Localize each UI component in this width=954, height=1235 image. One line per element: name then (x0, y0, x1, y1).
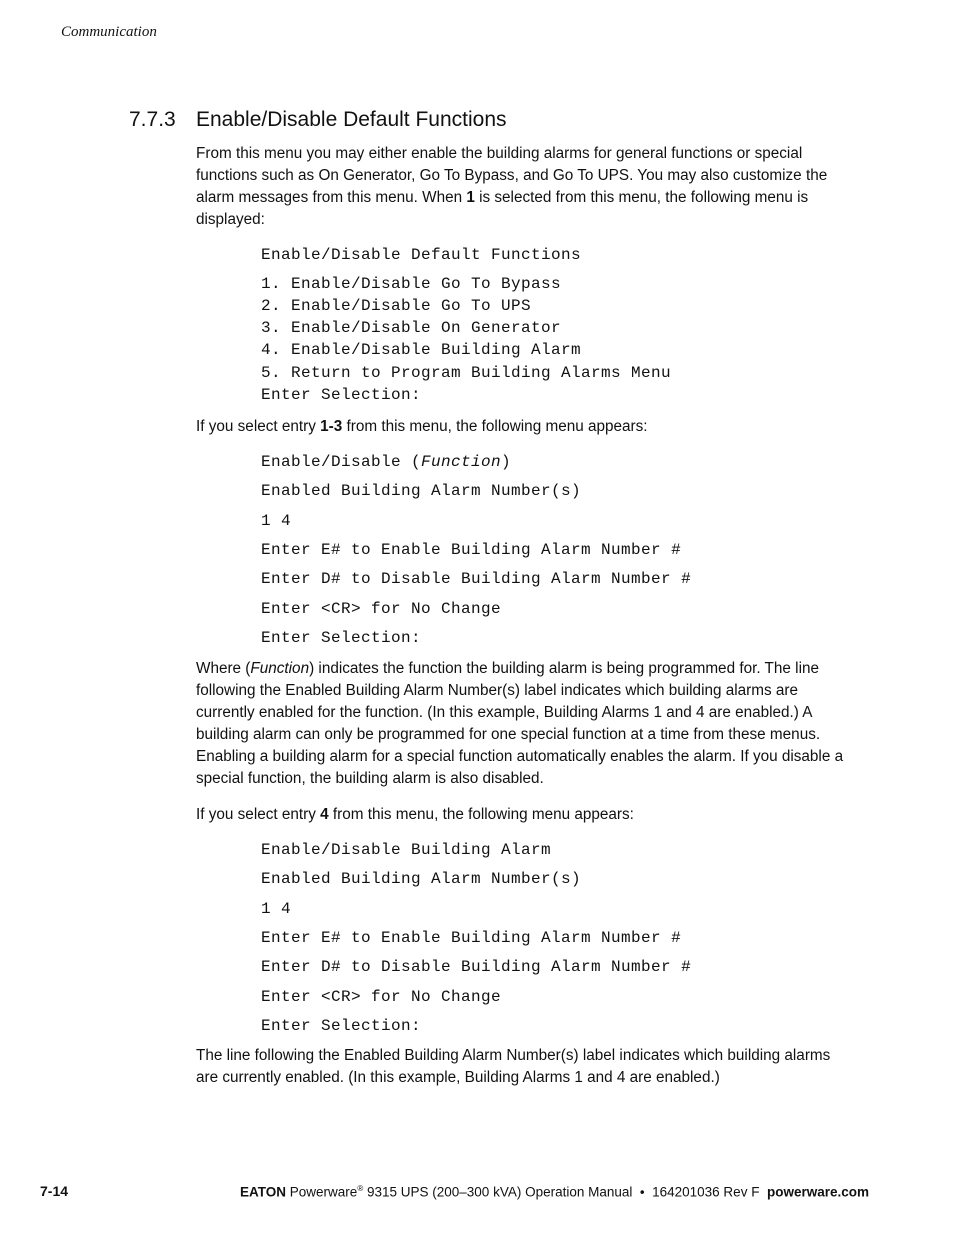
menu-line: Enter E# to Enable Building Alarm Number # (261, 929, 682, 947)
footer-brand: EATON (240, 1184, 287, 1200)
section-number: 7.7.3 (129, 108, 176, 131)
intro-paragraph (196, 143, 846, 231)
p2-text-end: from this menu, the following menu appears: (342, 418, 648, 435)
paragraph-select-4 (196, 804, 846, 826)
menu-title: Enable/Disable Default Functions (261, 246, 582, 264)
section-heading (129, 108, 507, 132)
page-number: 7-14 (40, 1183, 69, 1199)
p3-italic: Function (250, 660, 310, 677)
running-head: Communication (61, 24, 157, 40)
menu-title-italic: Function (421, 453, 502, 471)
intro-text: From this menu you may either enable the building alarms for general functions or special functions such as On Generator, Go To Bypass, and Go To UPS. You may also customize the alarm messages from this menu. When (196, 145, 828, 206)
p3-text-end: ) indicates the function the building alarm is being programmed for. The line following the Enabled Building Alarm Number(s) label indicates which building alarms are currently enabled for the function. (In this example, Building Alarms 1 and 4 are enabled.) A building alarm can only be programmed for one special function at a time from these menus. Enabling a building alarm for a special function automatically enables the alarm. If you disable a special function, the building alarm is also disabled. (196, 660, 844, 787)
paragraph-function-explanation (196, 658, 846, 790)
menu-item: 4. Enable/Disable Building Alarm (261, 341, 582, 359)
p2-bold: 1-3 (320, 418, 343, 435)
p4-text-end: from this menu, the following menu appears: (328, 806, 634, 823)
menu-line: Enter <CR> for No Change (261, 600, 502, 618)
paragraph-select-1-3 (196, 416, 846, 438)
menu-item: 2. Enable/Disable Go To UPS (261, 297, 532, 315)
p4-text: If you select entry (196, 806, 321, 823)
menu-item: 3. Enable/Disable On Generator (261, 319, 562, 337)
footer-doc-title: 9315 UPS (200–300 kVA) Operation Manual • 164201036 Rev F (363, 1184, 767, 1200)
menu-prompt: Enter Selection: (261, 386, 422, 404)
menu-line: Enter D# to Disable Building Alarm Number # (261, 570, 692, 588)
menu-prompt: Enter Selection: (261, 629, 422, 647)
page-footer (240, 1184, 869, 1200)
p3-text: Where ( (196, 660, 251, 677)
menu-line: 1 4 (261, 900, 292, 918)
p2-text: If you select entry (196, 418, 321, 435)
menu-title (261, 453, 511, 471)
paragraph-closing: The line following the Enabled Building Alarm Number(s) label indicates which building alarms are currently enabled. (In this example, Building Alarms 1 and 4 are enabled.) (196, 1047, 831, 1086)
intro-bold: 1 (466, 189, 475, 206)
menu-line: Enter <CR> for No Change (261, 988, 502, 1006)
menu-prompt: Enter Selection: (261, 1017, 422, 1035)
menu-title-prefix: Enable/Disable ( (261, 453, 422, 471)
footer-website: powerware.com (766, 1184, 869, 1200)
section-title: Enable/Disable Default Functions (196, 108, 507, 131)
intro-text-end: is selected from this menu, the following menu is displayed: (196, 189, 809, 228)
menu-title: Enable/Disable Building Alarm (261, 841, 552, 859)
registered-mark: ® (357, 1184, 364, 1193)
menu-line: Enabled Building Alarm Number(s) (261, 482, 582, 500)
menu-line: Enter E# to Enable Building Alarm Number # (261, 541, 682, 559)
footer-product: Powerware (289, 1184, 358, 1200)
menu-line: Enter D# to Disable Building Alarm Number # (261, 958, 692, 976)
menu-item: 1. Enable/Disable Go To Bypass (261, 275, 562, 293)
menu-item: 5. Return to Program Building Alarms Menu (261, 364, 672, 382)
p4-bold: 4 (320, 806, 329, 823)
menu-title-suffix: ) (501, 453, 512, 471)
menu-line: Enabled Building Alarm Number(s) (261, 870, 582, 888)
menu-line: 1 4 (261, 512, 292, 530)
